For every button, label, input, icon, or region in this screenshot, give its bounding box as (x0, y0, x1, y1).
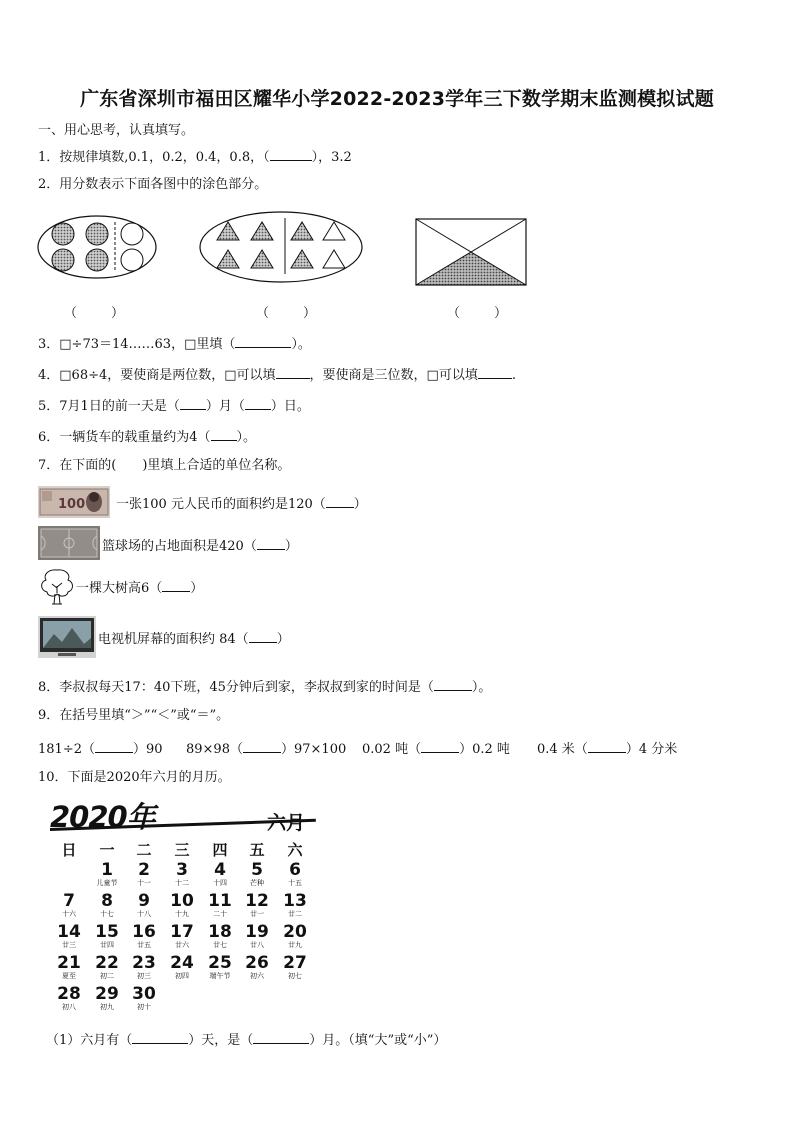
answer-blank[interactable] (478, 364, 512, 379)
shaded-circle (52, 223, 74, 245)
banknote-image (38, 486, 110, 518)
day-number: 22 (95, 953, 119, 973)
basketball-court-image (38, 526, 100, 560)
empty-circle (121, 223, 143, 245)
calendar-day (165, 892, 199, 919)
answer-blank[interactable] (326, 493, 354, 508)
lunar-date: 初八 (62, 1003, 76, 1011)
day-number: 2 (138, 860, 150, 880)
calendar-day (165, 861, 199, 888)
day-number: 24 (170, 953, 194, 973)
lunar-date: 初七 (288, 972, 302, 980)
question-1 (38, 146, 352, 167)
lunar-date: 十九 (175, 910, 189, 918)
shaded-circle (86, 249, 108, 271)
answer-blank[interactable] (235, 333, 291, 348)
question-text: ），3.2 (311, 150, 352, 165)
answer-blank[interactable] (270, 146, 312, 161)
day-number: 17 (170, 922, 194, 942)
calendar-day (165, 954, 199, 981)
lunar-date: 十六 (62, 910, 76, 918)
q9-item-2: 89×98（ ）97×100 (186, 738, 346, 759)
answer-blank[interactable] (421, 738, 459, 753)
calendar-day (127, 923, 161, 950)
weekday-label: 五 (249, 841, 265, 859)
june-2020-calendar (46, 795, 326, 1025)
lunar-date: 廿六 (175, 941, 189, 949)
day-number: 23 (132, 953, 156, 973)
q7-item-4: 电视机屏幕的面积约 84（ ） (98, 628, 290, 649)
banknote-label: 100 (58, 497, 86, 512)
day-number: 4 (214, 860, 226, 880)
day-number: 27 (283, 953, 307, 973)
answer-blank[interactable] (245, 395, 271, 410)
calendar-day (240, 892, 274, 919)
lunar-date: 十七 (100, 910, 114, 918)
lunar-date: 廿九 (288, 941, 302, 949)
day-number: 8 (101, 891, 113, 911)
answer-blank[interactable] (249, 628, 277, 643)
q9-item-4: 0.4 米（ ）4 分米 (537, 738, 677, 759)
triangles-figure (198, 210, 364, 284)
calendar-month: 六月 (267, 812, 306, 834)
answer-paren-2[interactable]: （ ） (256, 306, 317, 321)
calendar-day (240, 923, 274, 950)
lunar-date: 十二 (175, 879, 189, 887)
calendar-day (52, 892, 86, 919)
answer-blank[interactable] (276, 364, 310, 379)
day-number: 15 (95, 922, 119, 942)
oval-outline (200, 212, 362, 282)
question-10: 10．下面是2020年六月的月历。 (38, 770, 231, 785)
shaded-triangle (217, 250, 239, 268)
answer-blank[interactable] (243, 738, 281, 753)
day-number: 14 (57, 922, 81, 942)
question-6: 6．一辆货车的载重量约为4（ ）。 (38, 426, 256, 447)
answer-blank[interactable] (180, 395, 206, 410)
day-number: 7 (63, 891, 75, 911)
q7-item-3: 一棵大树高6（ ） (76, 577, 203, 598)
day-number: 1 (101, 860, 113, 880)
answer-blank[interactable] (588, 738, 626, 753)
calendar-day (278, 923, 312, 950)
day-number: 25 (208, 953, 232, 973)
rectangle-figure (414, 217, 530, 287)
answer-blank[interactable] (257, 535, 285, 550)
empty-triangle (323, 250, 345, 268)
calendar-day (278, 892, 312, 919)
day-number: 12 (245, 891, 269, 911)
lunar-date: 十一 (137, 879, 151, 887)
calendar-day (90, 985, 124, 1012)
day-number: 16 (132, 922, 156, 942)
calendar-day (127, 861, 161, 888)
calendar-day (203, 861, 237, 888)
day-number: 29 (95, 984, 119, 1004)
lunar-date: 十五 (288, 879, 302, 887)
tv-image (38, 616, 96, 658)
lunar-date: 初十 (137, 1003, 151, 1011)
weekday-label: 三 (174, 841, 190, 859)
lunar-date: 廿三 (62, 941, 76, 949)
day-number: 6 (289, 860, 301, 880)
section-heading: 一、用心思考，认真填写。 (38, 123, 195, 138)
lunar-date: 初三 (137, 972, 151, 980)
answer-blank[interactable] (162, 577, 190, 592)
day-number: 5 (251, 860, 263, 880)
lunar-date: 廿一 (250, 910, 264, 918)
day-number: 28 (57, 984, 81, 1004)
calendar-day (165, 923, 199, 950)
circles-figure (36, 214, 158, 280)
day-number: 10 (170, 891, 194, 911)
day-number: 9 (138, 891, 150, 911)
calendar-day (278, 861, 312, 888)
tree-image (38, 566, 76, 606)
question-text: 1．按规律填数,0.1，0.2，0.4，0.8，（ (38, 150, 270, 165)
answer-paren-1[interactable]: （ ） (64, 306, 125, 321)
question-2: 2．用分数表示下面各图中的涂色部分。 (38, 177, 268, 192)
shaded-triangle (251, 222, 273, 240)
calendar-day (203, 954, 237, 981)
calendar-day (90, 892, 124, 919)
lunar-date: 初四 (175, 972, 189, 980)
calendar-day (203, 892, 237, 919)
lunar-date: 十四 (213, 879, 227, 887)
shaded-circle (86, 223, 108, 245)
lunar-date: 夏至 (62, 972, 76, 980)
day-number: 20 (283, 922, 307, 942)
calendar-day (90, 923, 124, 950)
shaded-triangle (217, 222, 239, 240)
q7-item-2: 篮球场的占地面积是420（ ） (102, 535, 298, 556)
lunar-date: 端午节 (209, 972, 231, 980)
answer-blank[interactable] (132, 1029, 188, 1044)
q9-item-1: 181÷2（ ）90 (38, 738, 163, 759)
day-number: 30 (132, 984, 156, 1004)
answer-blank[interactable] (211, 426, 237, 441)
answer-paren-3[interactable]: （ ） (447, 306, 508, 321)
weekday-label: 一 (99, 841, 115, 859)
day-number: 11 (208, 891, 232, 911)
lunar-date: 廿四 (100, 941, 114, 949)
lunar-date: 廿八 (250, 941, 264, 949)
lunar-date: 芒种 (250, 879, 264, 887)
lunar-date: 廿二 (288, 910, 302, 918)
question-5: 5．7月1日的前一天是（ ）月（ ）日。 (38, 395, 310, 416)
weekday-label: 四 (212, 841, 228, 859)
calendar-day (90, 861, 124, 888)
calendar-day (127, 954, 161, 981)
calendar-day (127, 892, 161, 919)
shaded-circle (52, 249, 74, 271)
weekday-label: 日 (61, 841, 77, 859)
calendar-day (52, 923, 86, 950)
empty-circle (121, 249, 143, 271)
answer-blank[interactable] (434, 676, 472, 691)
answer-blank[interactable] (95, 738, 133, 753)
q7-item-1: 一张100 元人民币的面积约是120（ ） (116, 493, 367, 514)
lunar-date: 初六 (250, 972, 264, 980)
lunar-date: 初九 (100, 1003, 114, 1011)
calendar-day (52, 985, 86, 1012)
question-9: 9．在括号里填“＞”“＜”或“＝”。 (38, 708, 230, 723)
question-3: 3．□÷73＝14……63，□里填（ ）。 (38, 333, 311, 354)
question-8: 8．李叔叔每天17：40下班，45分钟后到家，李叔叔到家的时间是（ ）。 (38, 676, 491, 697)
calendar-day (240, 954, 274, 981)
lunar-date: 二十 (213, 910, 227, 918)
day-number: 21 (57, 953, 81, 973)
lunar-date: 初二 (100, 972, 114, 980)
page-title: 广东省深圳市福田区耀华小学2022-2023学年三下数学期末监测模拟试题 (80, 88, 714, 110)
lunar-date: 廿五 (137, 941, 151, 949)
weekday-label: 二 (136, 841, 152, 859)
calendar-day (278, 954, 312, 981)
q10-sub-1: （1）六月有（ ）天，是（ ）月。（填“大”或“小”） (46, 1029, 446, 1050)
lunar-date: 儿童节 (96, 879, 118, 887)
shaded-triangle (291, 250, 313, 268)
q9-item-3: 0.02 吨（ ）0.2 吨 (362, 738, 510, 759)
calendar-day (203, 923, 237, 950)
question-7: 7．在下面的( )里填上合适的单位名称。 (38, 458, 291, 473)
answer-blank[interactable] (253, 1029, 309, 1044)
empty-triangle (323, 222, 345, 240)
lunar-date: 廿七 (213, 941, 227, 949)
day-number: 3 (176, 860, 188, 880)
shaded-triangle (416, 252, 526, 285)
lunar-date: 十八 (137, 910, 151, 918)
day-number: 13 (283, 891, 307, 911)
calendar-day (52, 954, 86, 981)
question-4: 4．□68÷4，要使商是两位数，□可以填 ，要使商是三位数，□可以填 . (38, 364, 516, 385)
shaded-triangle (291, 222, 313, 240)
calendar-day (127, 985, 161, 1012)
shaded-triangle (251, 250, 273, 268)
calendar-year: 2020年 (50, 800, 155, 834)
weekday-label: 六 (287, 841, 303, 859)
calendar-day (240, 861, 274, 888)
calendar-day (90, 954, 124, 981)
day-number: 19 (245, 922, 269, 942)
day-number: 18 (208, 922, 232, 942)
day-number: 26 (245, 953, 269, 973)
